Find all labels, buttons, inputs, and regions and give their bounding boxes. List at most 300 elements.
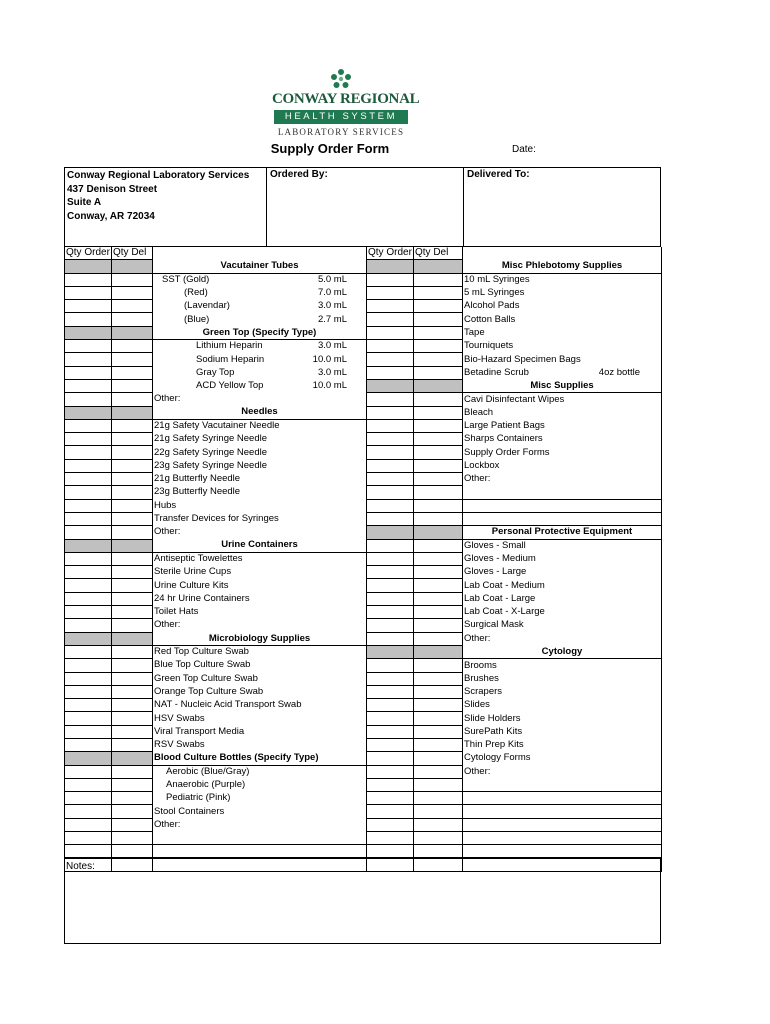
qty-order-cell[interactable] [367,579,414,592]
item-label [153,805,367,818]
qty-order-cell[interactable] [367,752,414,765]
qty-order-cell[interactable] [367,406,414,419]
qty-order-cell[interactable] [367,765,414,778]
table-row [65,699,662,712]
table-row [65,738,662,751]
qty-del-cell [112,539,153,552]
item-label [463,446,662,459]
qty-del-cell[interactable] [414,685,463,698]
qty-del-cell[interactable] [414,832,463,845]
item-name: Sodium Heparin [196,353,265,365]
qty-order-cell[interactable] [65,526,112,539]
qty-order-cell[interactable] [367,738,414,751]
item-name: Other: [154,619,181,631]
qty-del-cell[interactable] [414,273,463,286]
item-name: Gloves - Medium [464,552,536,564]
qty-del-cell[interactable] [112,273,153,286]
item-label [463,473,662,486]
qty-order-cell[interactable] [65,765,112,778]
qty-order-cell[interactable] [65,685,112,698]
qty-del-cell[interactable] [414,805,463,818]
qty-order-cell [65,260,112,273]
item-label [153,699,367,712]
item-size: 2.7 mL [317,313,347,325]
qty-del-cell[interactable] [414,579,463,592]
qty-del-cell[interactable] [112,499,153,512]
item-label [153,792,367,805]
qty-del-cell[interactable] [112,526,153,539]
qty-order-cell[interactable] [65,712,112,725]
item-label [153,459,367,472]
item-size: 3.0 mL [317,340,347,352]
qty-order-cell[interactable] [65,419,112,432]
qty-del-cell[interactable] [112,566,153,579]
item-name: Toilet Hats [154,606,199,618]
qty-del-cell[interactable] [414,366,463,379]
section-heading: Green Top (Specify Type) [153,326,367,339]
section-heading: Personal Protective Equipment [463,526,662,539]
item-name: (Blue) [184,313,210,325]
item-name: Cotton Balls [464,313,516,325]
item-name: Other: [154,818,181,830]
qty-del-cell[interactable] [414,725,463,738]
qty-order-cell[interactable] [65,340,112,353]
item-label [153,473,367,486]
logo-line-2: HEALTH SYSTEM [274,110,408,124]
item-label [463,712,662,725]
qty-del-cell[interactable] [112,818,153,831]
qty-order-cell[interactable] [65,832,112,845]
qty-order-cell [65,326,112,339]
table-row [65,406,662,419]
qty-order-cell [65,539,112,552]
qty-order-cell[interactable] [65,566,112,579]
qty-del-cell[interactable] [112,685,153,698]
qty-del-cell[interactable] [414,300,463,313]
qty-del-cell[interactable] [414,433,463,446]
qty-order-cell[interactable] [367,619,414,632]
qty-order-cell[interactable] [65,579,112,592]
item-name: 5 mL Syringes [464,287,525,299]
qty-del-cell[interactable] [112,313,153,326]
qty-del-cell[interactable] [112,579,153,592]
table-row [65,632,662,645]
table-row [65,672,662,685]
item-label [153,606,367,619]
qty-order-cell[interactable] [367,300,414,313]
qty-order-cell[interactable] [65,738,112,751]
qty-del-cell[interactable] [414,659,463,672]
table-row [65,326,662,339]
qty-del-cell[interactable] [112,832,153,845]
qty-del-cell[interactable] [414,499,463,512]
qty-del-cell[interactable] [112,286,153,299]
qty-order-cell [65,406,112,419]
qty-order-cell[interactable] [367,433,414,446]
qty-del-cell[interactable] [414,699,463,712]
qty-del-cell[interactable] [112,300,153,313]
table-row [65,805,662,818]
qty-del-cell [414,379,463,392]
item-label [463,619,662,632]
delivered-to-label[interactable]: Delivered To: [467,169,530,180]
table-row [65,366,662,379]
item-name: Gloves - Large [464,566,527,578]
item-name: Cytology Forms [464,752,531,764]
qty-order-cell[interactable] [65,699,112,712]
qty-del-cell[interactable] [112,353,153,366]
section-heading: Vacutainer Tubes [153,260,367,273]
logo-line-3: LABORATORY SERVICES [277,127,405,137]
qty-del-cell [112,632,153,645]
item-label [463,752,662,765]
qty-del-cell[interactable] [414,326,463,339]
qty-order-cell[interactable] [367,832,414,845]
table-row [65,379,662,392]
qty-del-cell[interactable] [414,818,463,831]
table-row [65,752,662,765]
qty-del-cell[interactable] [112,379,153,392]
header-box [64,167,661,247]
item-label [153,778,367,791]
qty-del-cell[interactable] [112,712,153,725]
qty-del-cell[interactable] [112,805,153,818]
item-name: SurePath Kits [464,725,523,737]
item-name: Alcohol Pads [464,300,520,312]
item-label [463,566,662,579]
qty-order-cell[interactable] [65,606,112,619]
qty-order-cell[interactable] [367,419,414,432]
table-row [65,832,662,845]
qty-del-header: Qty Del [112,247,153,260]
qty-del-cell[interactable] [112,606,153,619]
blank-cell [463,805,662,818]
qty-order-cell[interactable] [65,659,112,672]
item-label [463,579,662,592]
item-name: Bleach [464,406,494,418]
item-label [463,419,662,432]
item-name: Other: [154,526,181,538]
qty-del-cell[interactable] [414,353,463,366]
qty-order-cell[interactable] [367,499,414,512]
item-name: Thin Prep Kits [464,739,524,751]
item-name: Lab Coat - Large [464,592,536,604]
qty-order-cell[interactable] [367,818,414,831]
qty-del-cell[interactable] [414,592,463,605]
qty-order-cell[interactable] [367,313,414,326]
qty-del-cell[interactable] [414,712,463,725]
column-header-row [65,247,662,260]
supply-table [64,247,662,872]
item-name: Lab Coat - X-Large [464,606,545,618]
qty-order-cell[interactable] [65,393,112,406]
qty-order-cell [367,645,414,658]
qty-order-cell[interactable] [367,326,414,339]
qty-order-cell[interactable] [65,366,112,379]
item-name: Tape [464,326,485,338]
qty-order-cell[interactable] [65,619,112,632]
table-row [65,685,662,698]
item-size: 3.0 mL [317,366,347,378]
qty-order-cell[interactable] [65,805,112,818]
section-heading: Microbiology Supplies [153,632,367,645]
ordered-by-label[interactable]: Ordered By: [270,169,328,180]
qty-order-cell[interactable] [367,340,414,353]
qty-order-cell[interactable] [65,433,112,446]
qty-del-cell[interactable] [414,672,463,685]
qty-order-cell[interactable] [65,486,112,499]
qty-order-cell[interactable] [367,446,414,459]
qty-order-cell[interactable] [65,592,112,605]
qty-del-cell [112,326,153,339]
table-row [65,419,662,432]
qty-order-cell[interactable] [65,446,112,459]
form-title: Supply Order Form [270,141,390,156]
qty-order-cell[interactable] [65,473,112,486]
item-label [463,632,662,645]
item-label [463,326,662,339]
qty-del-cell[interactable] [112,592,153,605]
qty-order-cell[interactable] [367,712,414,725]
qty-order-cell[interactable] [367,632,414,645]
qty-order-cell[interactable] [65,300,112,313]
qty-del-cell[interactable] [112,446,153,459]
qty-del-cell[interactable] [414,473,463,486]
item-label [463,433,662,446]
qty-del-cell[interactable] [414,313,463,326]
table-row [65,765,662,778]
qty-order-cell[interactable] [367,792,414,805]
qty-del-cell[interactable] [112,552,153,565]
table-row [65,579,662,592]
qty-del-cell[interactable] [414,632,463,645]
qty-del-cell[interactable] [112,419,153,432]
item-name: RSV Swabs [154,739,205,751]
qty-del-cell[interactable] [112,393,153,406]
item-label [463,672,662,685]
item-label [153,313,367,326]
table-row [65,659,662,672]
qty-del-cell[interactable] [414,765,463,778]
qty-order-cell[interactable] [367,486,414,499]
item-label [153,366,367,379]
table-row [65,619,662,632]
item-label [153,592,367,605]
item-label [153,273,367,286]
item-size: 7.0 mL [317,287,347,299]
qty-order-cell[interactable] [65,672,112,685]
item-name: Cavi Disinfectant Wipes [464,393,565,405]
qty-order-cell[interactable] [367,366,414,379]
qty-del-cell[interactable] [414,539,463,552]
qty-del-cell[interactable] [414,446,463,459]
qty-order-header: Qty Order [368,247,412,259]
qty-del-header: Qty Del [414,247,463,260]
qty-order-cell[interactable] [65,286,112,299]
item-name: (Red) [184,287,208,299]
item-name: 23g Butterfly Needle [154,486,241,498]
qty-order-cell[interactable] [367,606,414,619]
item-label [463,659,662,672]
qty-order-cell[interactable] [367,699,414,712]
qty-del-cell[interactable] [414,419,463,432]
qty-del-cell[interactable] [414,778,463,791]
blank-cell [463,832,662,845]
qty-order-cell[interactable] [65,725,112,738]
qty-del-cell[interactable] [112,672,153,685]
qty-order-cell[interactable] [65,818,112,831]
table-row [65,340,662,353]
item-label [463,406,662,419]
table-row [65,499,662,512]
table-row [65,286,662,299]
qty-order-cell[interactable] [65,459,112,472]
star-emblem-icon [328,68,354,90]
item-name: Urine Culture Kits [154,579,229,591]
item-name: SST (Gold) [162,273,210,285]
qty-del-cell[interactable] [414,393,463,406]
qty-order-cell[interactable] [65,552,112,565]
qty-del-cell[interactable] [414,340,463,353]
qty-del-cell[interactable] [112,433,153,446]
qty-order-cell[interactable] [367,353,414,366]
qty-order-cell[interactable] [367,672,414,685]
qty-del-cell[interactable] [414,566,463,579]
qty-del-cell[interactable] [414,792,463,805]
table-row [65,473,662,486]
qty-del-cell[interactable] [414,619,463,632]
item-label [463,725,662,738]
item-name: HSV Swabs [154,712,205,724]
table-row [65,459,662,472]
qty-order-cell[interactable] [65,379,112,392]
section-heading: Cytology [463,645,662,658]
qty-del-cell[interactable] [414,459,463,472]
qty-del-cell[interactable] [414,606,463,619]
item-name: Lithium Heparin [196,340,263,352]
item-name: Surgical Mask [464,619,524,631]
qty-order-cell[interactable] [367,725,414,738]
item-name: 21g Safety Vacutainer Needle [154,420,280,432]
item-label [463,286,662,299]
qty-del-cell[interactable] [112,473,153,486]
qty-del-cell[interactable] [414,486,463,499]
qty-del-cell[interactable] [414,286,463,299]
item-name: Sharps Containers [464,433,543,445]
table-row [65,313,662,326]
item-name: Antiseptic Towelettes [154,553,243,565]
item-name: Other: [464,765,491,777]
qty-del-cell[interactable] [112,765,153,778]
table-row [65,446,662,459]
item-label [463,313,662,326]
qty-del-cell[interactable] [112,659,153,672]
notes-label: Notes: [66,861,95,872]
item-size: 4oz bottle [598,366,640,378]
address-line: Suite A [67,197,102,208]
qty-order-cell[interactable] [65,313,112,326]
item-label [153,526,367,539]
qty-order-cell[interactable] [367,512,414,525]
item-name: 10 mL Syringes [464,273,530,285]
qty-order-cell[interactable] [65,645,112,658]
qty-order-cell[interactable] [367,566,414,579]
qty-del-cell[interactable] [112,792,153,805]
qty-order-cell[interactable] [65,792,112,805]
qty-del-cell[interactable] [112,459,153,472]
qty-del-cell [414,260,463,273]
qty-del-cell[interactable] [112,366,153,379]
item-name: Large Patient Bags [464,420,545,431]
qty-del-cell[interactable] [112,486,153,499]
qty-order-cell[interactable] [65,512,112,525]
qty-order-cell[interactable] [65,353,112,366]
item-label [463,393,662,406]
qty-del-cell[interactable] [414,406,463,419]
table-row [65,300,662,313]
qty-order-cell[interactable] [65,499,112,512]
qty-del-cell[interactable] [112,725,153,738]
qty-order-cell[interactable] [367,286,414,299]
qty-del-cell[interactable] [112,340,153,353]
qty-order-cell[interactable] [367,459,414,472]
qty-order-cell[interactable] [367,552,414,565]
qty-del-cell[interactable] [112,778,153,791]
qty-del-cell[interactable] [414,512,463,525]
qty-order-cell[interactable] [367,685,414,698]
qty-order-header: Qty Order [66,247,110,259]
item-name: Slide Holders [464,712,521,724]
item-label [153,419,367,432]
qty-order-cell[interactable] [367,592,414,605]
qty-del-cell[interactable] [414,752,463,765]
qty-del-cell[interactable] [112,738,153,751]
item-name: Supply Order Forms [464,446,550,458]
date-label: Date: [512,144,536,155]
item-label [153,552,367,565]
item-name: Aerobic (Blue/Gray) [166,765,250,777]
item-name: Bio-Hazard Specimen Bags [464,353,581,365]
qty-order-cell[interactable] [367,473,414,486]
qty-del-cell[interactable] [414,552,463,565]
table-row [65,566,662,579]
blank-cell [153,832,367,845]
item-name: Slides [464,699,490,711]
qty-order-cell[interactable] [367,805,414,818]
item-label [153,512,367,525]
section-heading: Needles [153,406,367,419]
item-name: Other: [154,393,181,405]
qty-order-cell[interactable] [367,659,414,672]
item-name: 23g Safety Syringe Needle [154,459,268,471]
qty-del-cell[interactable] [112,699,153,712]
qty-order-cell[interactable] [367,539,414,552]
item-label [463,366,662,379]
item-label [153,393,367,406]
qty-del-cell[interactable] [112,619,153,632]
item-name: 22g Safety Syringe Needle [154,446,268,458]
qty-del-cell[interactable] [112,645,153,658]
item-name: Brushes [464,672,499,684]
qty-del-cell[interactable] [414,738,463,751]
qty-order-cell[interactable] [367,393,414,406]
qty-del-cell[interactable] [112,512,153,525]
qty-order-cell[interactable] [65,778,112,791]
qty-order-cell[interactable] [367,778,414,791]
qty-order-cell[interactable] [65,273,112,286]
qty-order-cell[interactable] [367,273,414,286]
notes-box[interactable] [64,857,661,944]
